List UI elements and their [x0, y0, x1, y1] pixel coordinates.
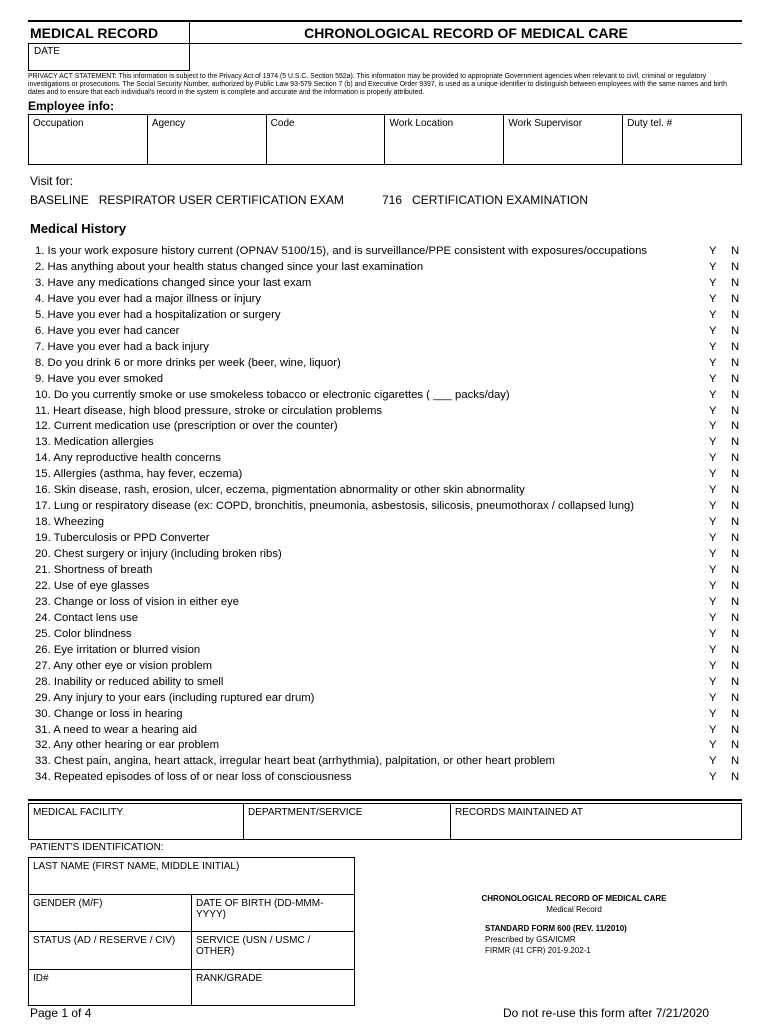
reuse-notice: Do not re-use this form after 7/21/2020 — [503, 1006, 710, 1020]
no-option[interactable]: N — [731, 373, 740, 385]
no-option[interactable]: N — [731, 724, 740, 736]
yes-option[interactable]: Y — [709, 325, 717, 337]
bottom-rule — [28, 799, 742, 801]
prescribed-by: Prescribed by GSA/ICMR — [485, 935, 576, 944]
yes-option[interactable]: Y — [709, 309, 717, 321]
question-text: 18. Wheezing — [35, 516, 105, 528]
page-number: Page 1 of 4 — [30, 1006, 92, 1020]
date-label: DATE — [34, 46, 60, 57]
gender-dob-row — [29, 895, 354, 932]
id-field[interactable]: ID# — [29, 970, 192, 1005]
question-text: 30. Change or loss in hearing — [35, 708, 183, 720]
employee-info-label: Employee info: — [28, 99, 115, 113]
question-text: 33. Chest pain, angina, heart attack, irregular heart beat (arrhythmia), palpitation, or other heart problem — [35, 755, 555, 767]
question-text: 16. Skin disease, rash, erosion, ulcer, eczema, pigmentation abnormality or other skin abnormality — [35, 484, 525, 496]
question-text: 22. Use of eye glasses — [35, 580, 150, 592]
header-left — [28, 22, 190, 44]
question-text: 9. Have you ever smoked — [35, 373, 164, 385]
work-supervisor-field[interactable]: Work Supervisor — [504, 115, 623, 164]
yes-no-options — [709, 737, 753, 753]
privacy-statement: PRIVACY ACT STATEMENT: This information is subject to the Privacy Act of 1974 (5 U.S.C. Section 552a). This information may be provided to appropriate Government agencies when relevant to civil, criminal or regulatory investigations or prosecutions. The Social Security Number, authorized by Public Law 93-579 Section 7 (b) and Executive Order 9397, is used as a unique identifier to distinguish between employees with the same names and birth dates and to ensure that each individual's record in the system is complete and accurate and the information is properly attributed. — [28, 73, 727, 96]
yes-no-options — [709, 530, 753, 546]
no-option[interactable]: N — [731, 468, 740, 480]
yes-option[interactable]: Y — [709, 771, 717, 783]
visit-for-label: Visit for: — [30, 174, 74, 188]
yes-option[interactable]: Y — [709, 676, 717, 688]
yes-option[interactable]: Y — [709, 277, 717, 289]
yes-option[interactable]: Y — [709, 516, 717, 528]
no-option[interactable]: N — [731, 452, 740, 464]
yes-no-options — [709, 307, 753, 323]
yes-no-options — [709, 626, 753, 642]
facility-table — [28, 803, 742, 840]
no-option[interactable]: N — [731, 644, 740, 656]
no-option[interactable]: N — [731, 293, 740, 305]
question-text: 25. Color blindness — [35, 628, 132, 640]
no-option[interactable]: N — [731, 420, 740, 432]
yes-no-options — [709, 706, 753, 722]
duty-tel-field[interactable]: Duty tel. # — [627, 118, 673, 129]
patient-id-label: PATIENT'S IDENTIFICATION: — [30, 842, 164, 853]
records-maintained-field[interactable]: RECORDS MAINTAINED AT — [455, 807, 583, 818]
form-info-subtitle: Medical Record — [546, 905, 602, 914]
question-text: 24. Contact lens use — [35, 612, 138, 624]
no-option[interactable]: N — [731, 516, 740, 528]
question-text: 15. Allergies (asthma, hay fever, eczema) — [35, 468, 243, 480]
yes-option[interactable]: Y — [709, 580, 717, 592]
no-option[interactable]: N — [731, 261, 740, 273]
question-text: 21. Shortness of breath — [35, 564, 153, 576]
yes-option[interactable]: Y — [709, 484, 717, 496]
yes-no-options — [709, 642, 753, 658]
gender-field[interactable]: GENDER (M/F) — [29, 895, 192, 931]
question-text: 2. Has anything about your health status changed since your last examination — [35, 261, 424, 273]
yes-no-options — [709, 498, 753, 514]
question-text: 14. Any reproductive health concerns — [35, 452, 221, 464]
yes-no-options — [709, 355, 753, 371]
yes-no-options — [709, 259, 753, 275]
no-option[interactable]: N — [731, 755, 740, 767]
patient-name-field[interactable]: LAST NAME (FIRST NAME, MIDDLE INITIAL) — [33, 861, 240, 872]
work-location-field[interactable]: Work Location — [385, 115, 504, 164]
yes-no-options — [709, 418, 753, 434]
question-text: 28. Inability or reduced ability to smell — [35, 676, 224, 688]
yes-option[interactable]: Y — [709, 692, 717, 704]
question-text: 13. Medication allergies — [35, 436, 154, 448]
yes-option[interactable]: Y — [709, 755, 717, 767]
no-option[interactable]: N — [731, 564, 740, 576]
yes-no-options — [709, 291, 753, 307]
no-option[interactable]: N — [731, 405, 740, 417]
no-option[interactable]: N — [731, 500, 740, 512]
medical-record-title: MEDICAL RECORD — [30, 25, 159, 41]
date-of-birth-field[interactable]: DATE OF BIRTH (DD-MMM-YYYY) — [196, 898, 324, 920]
no-option[interactable]: N — [731, 596, 740, 608]
department-service-field[interactable]: DEPARTMENT/SERVICE — [244, 804, 451, 839]
medical-history-title: Medical History — [30, 221, 127, 236]
yes-option[interactable]: Y — [709, 612, 717, 624]
medical-facility-field[interactable]: MEDICAL FACILITY — [29, 804, 244, 839]
yes-no-options — [709, 243, 753, 259]
yes-no-options — [709, 403, 753, 419]
yes-option[interactable]: Y — [709, 341, 717, 353]
yes-option[interactable]: Y — [709, 405, 717, 417]
service-field[interactable]: SERVICE (USN / USMC / OTHER) — [196, 935, 311, 957]
yes-option[interactable]: Y — [709, 436, 717, 448]
form-number: STANDARD FORM 600 (REV. 11/2010) — [485, 924, 627, 933]
yes-option[interactable]: Y — [709, 660, 717, 672]
agency-field[interactable]: Agency — [148, 115, 267, 164]
yes-no-options — [709, 339, 753, 355]
yes-no-options — [709, 371, 753, 387]
status-field[interactable]: STATUS (AD / RESERVE / CIV) — [29, 932, 192, 969]
no-option[interactable]: N — [731, 628, 740, 640]
yes-option[interactable]: Y — [709, 564, 717, 576]
yes-option[interactable]: Y — [709, 468, 717, 480]
question-text: 26. Eye irritation or blurred vision — [35, 644, 201, 656]
no-option[interactable]: N — [731, 389, 740, 401]
yes-option[interactable]: Y — [709, 548, 717, 560]
no-option[interactable]: N — [731, 676, 740, 688]
question-text: 19. Tuberculosis or PPD Converter — [35, 532, 210, 544]
yes-option[interactable]: Y — [709, 420, 717, 432]
yes-no-options — [709, 482, 753, 498]
yes-no-options — [709, 753, 753, 769]
visit-baseline: BASELINE RESPIRATOR USER CERTIFICATION EXAM — [30, 193, 344, 207]
yes-no-options — [709, 690, 753, 706]
yes-no-options — [709, 594, 753, 610]
yes-no-options — [709, 323, 753, 339]
question-text: 29. Any injury to your ears (including ruptured ear drum) — [35, 692, 315, 704]
no-option[interactable]: N — [731, 739, 740, 751]
question-text: 8. Do you drink 6 or more drinks per week (beer, wine, liquor) — [35, 357, 341, 369]
yes-no-options — [709, 769, 753, 785]
yes-option[interactable]: Y — [709, 628, 717, 640]
yes-option[interactable]: Y — [709, 644, 717, 656]
yes-no-options — [709, 275, 753, 291]
yes-option[interactable]: Y — [709, 389, 717, 401]
no-option[interactable]: N — [731, 660, 740, 672]
yes-no-options — [709, 578, 753, 594]
no-option[interactable]: N — [731, 580, 740, 592]
visit-certification: 716 CERTIFICATION EXAMINATION — [382, 193, 589, 207]
no-option[interactable]: N — [731, 277, 740, 289]
question-text: 32. Any other hearing or ear problem — [35, 739, 219, 751]
yes-option[interactable]: Y — [709, 245, 717, 257]
code-field[interactable]: Code — [267, 115, 386, 164]
no-option[interactable]: N — [731, 771, 740, 783]
yes-option[interactable]: Y — [709, 373, 717, 385]
form-info-title: CHRONOLOGICAL RECORD OF MEDICAL CARE — [481, 894, 667, 903]
question-text: 12. Current medication use (prescription or over the counter) — [35, 420, 338, 432]
no-option[interactable]: N — [731, 548, 740, 560]
question-text: 20. Chest surgery or injury (including broken ribs) — [35, 548, 282, 560]
no-option[interactable]: N — [731, 484, 740, 496]
yes-no-options — [709, 434, 753, 450]
yes-option[interactable]: Y — [709, 724, 717, 736]
question-text: 34. Repeated episodes of loss of or near loss of consciousness — [35, 771, 352, 783]
question-text: 1. Is your work exposure history current (OPNAV 5100/15), and is surveillance/PPE consistent with exposures/occupations — [35, 245, 647, 257]
question-text: 10. Do you currently smoke or use smokeless tobacco or electronic cigarettes ( ___ packs/day) — [35, 389, 510, 401]
yes-option[interactable]: Y — [709, 708, 717, 720]
question-text: 23. Change or loss of vision in either eye — [35, 596, 240, 608]
yes-option[interactable]: Y — [709, 357, 717, 369]
yes-no-options — [709, 387, 753, 403]
yes-option[interactable]: Y — [709, 500, 717, 512]
question-text: 17. Lung or respiratory disease (ex: COPD, bronchitis, pneumonia, asbestosis, silicosis, pneumothorax / collapsed lung) — [35, 500, 635, 512]
question-text: 11. Heart disease, high blood pressure, stroke or circulation problems — [35, 405, 383, 417]
yes-option[interactable]: Y — [709, 596, 717, 608]
question-text: 4. Have you ever had a major illness or injury — [35, 293, 262, 305]
form-title: CHRONOLOGICAL RECORD OF MEDICAL CARE — [304, 25, 628, 41]
date-field[interactable] — [28, 43, 190, 71]
firmr-reference: FIRMR (41 CFR) 201-9.202-1 — [485, 946, 591, 955]
employee-info-table — [28, 114, 742, 165]
no-option[interactable]: N — [731, 245, 740, 257]
no-option[interactable]: N — [731, 341, 740, 353]
yes-option[interactable]: Y — [709, 532, 717, 544]
yes-no-options — [709, 546, 753, 562]
patient-id-table — [28, 857, 355, 1006]
yes-no-options — [709, 450, 753, 466]
no-option[interactable]: N — [731, 357, 740, 369]
no-option[interactable]: N — [731, 309, 740, 321]
yes-no-options — [709, 658, 753, 674]
question-text: 31. A need to wear a hearing aid — [35, 724, 198, 736]
yes-option[interactable]: Y — [709, 261, 717, 273]
yes-no-options — [709, 562, 753, 578]
yes-option[interactable]: Y — [709, 293, 717, 305]
no-option[interactable]: N — [731, 708, 740, 720]
yes-no-options — [709, 514, 753, 530]
yes-no-options — [709, 722, 753, 738]
question-text: 3. Have any medications changed since your last exam — [35, 277, 312, 289]
yes-no-options — [709, 674, 753, 690]
rank-grade-field[interactable]: RANK/GRADE — [196, 973, 263, 984]
yes-no-options — [709, 610, 753, 626]
question-text: 27. Any other eye or vision problem — [35, 660, 213, 672]
no-option[interactable]: N — [731, 436, 740, 448]
yes-option[interactable]: Y — [709, 739, 717, 751]
id-rank-row — [29, 970, 354, 1005]
status-service-row — [29, 932, 354, 970]
question-text: 7. Have you ever had a back injury — [35, 341, 209, 353]
question-text: 6. Have you ever had cancer — [35, 325, 180, 337]
patient-name-row — [29, 858, 354, 895]
no-option[interactable]: N — [731, 612, 740, 624]
occupation-field[interactable]: Occupation — [29, 115, 148, 164]
no-option[interactable]: N — [731, 532, 740, 544]
no-option[interactable]: N — [731, 692, 740, 704]
no-option[interactable]: N — [731, 325, 740, 337]
question-text: 5. Have you ever had a hospitalization or surgery — [35, 309, 281, 321]
yes-no-options — [709, 466, 753, 482]
yes-option[interactable]: Y — [709, 452, 717, 464]
